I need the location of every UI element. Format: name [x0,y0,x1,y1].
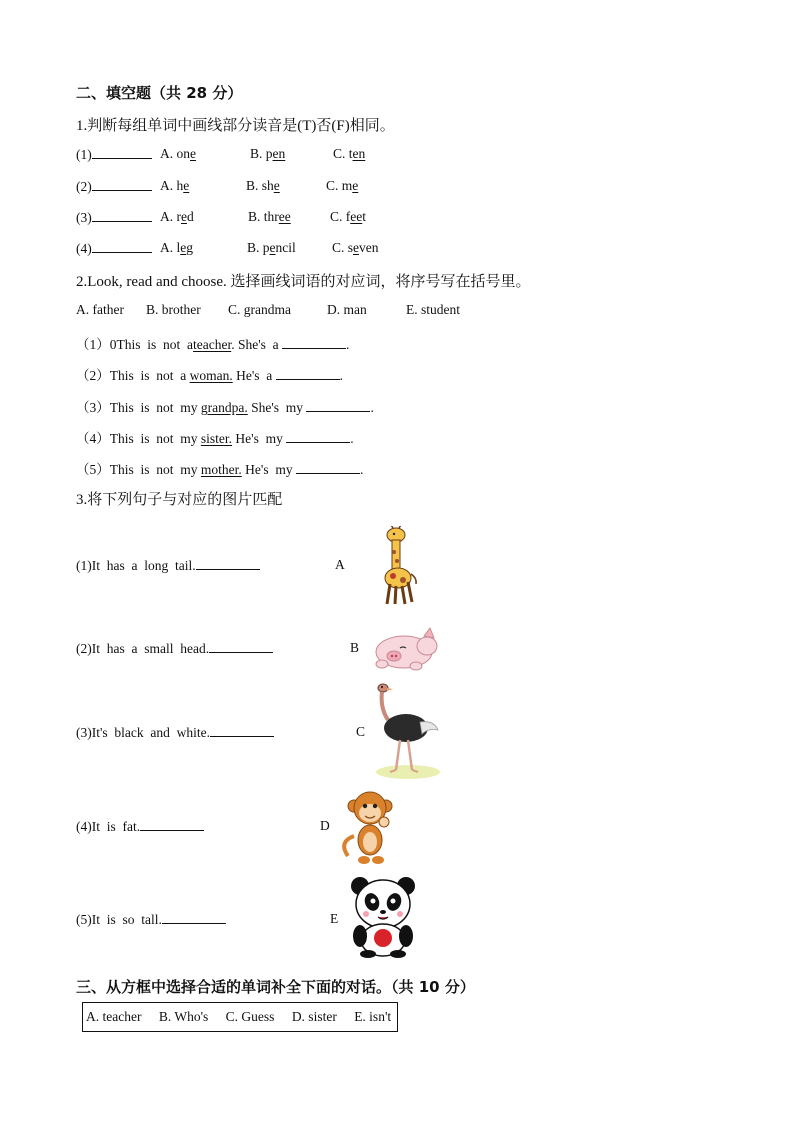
option-b: B. three [248,209,291,224]
word-bank-option: D. sister [291,1009,337,1024]
monkey-image [340,786,398,866]
answer-blank[interactable] [92,240,152,253]
pig-image [372,626,442,672]
option-a: A. one [160,146,196,161]
q1-row-1: (1) [76,146,152,163]
section-2-title: 二、填空题（共 28 分） [76,84,243,102]
q2-prompt: 2.Look, read and choose. 选择画线词语的对应词，将序号写在括号里。 [76,274,531,290]
word-bank-option: B. Who's [158,1009,209,1024]
answer-blank[interactable] [92,209,152,222]
q2-options [76,302,460,318]
answer-blank[interactable] [92,178,152,191]
giraffe-image [378,526,418,606]
q3-row-2: (2)It has a small head. [76,640,273,657]
q2-row-4: （4）This is not my sister. He's my . [76,431,354,446]
option-a: A. leg [160,240,193,255]
option-c: C. me [326,178,359,193]
q1-prompt: 1.判断每组单词中画线部分读音是(T)否(F)相同。 [76,118,395,134]
q2-option: A. father [76,302,124,317]
q3-row-1: (1)It has a long tail. [76,557,260,574]
q1-row-3: (3) [76,209,152,226]
q2-row-1: （1）0This is not ateacher. She's a . [76,337,350,352]
choice-letter: E [330,911,339,926]
q1-row-4: (4) [76,240,152,257]
section-3-title: 三、从方框中选择合适的单词补全下面的对话。（共 10 分） [76,978,475,996]
q3-row-4: (4)It is fat. [76,818,204,835]
q1-row-2: (2) [76,178,152,195]
answer-blank[interactable] [282,336,346,349]
option-c: C. ten [333,146,366,161]
answer-blank[interactable] [276,367,340,380]
choice-letter: A [335,557,345,572]
q2-row-3: （3）This is not my grandpa. She's my . [76,400,374,415]
option-b: B. pencil [247,240,296,255]
answer-blank[interactable] [140,818,204,831]
panda-image [348,874,418,958]
option-c: C. feet [330,209,366,224]
option-a: A. he [160,178,190,193]
ostrich-image [372,682,440,780]
q2-option: D. man [327,302,367,317]
answer-blank[interactable] [196,557,260,570]
q3-row-5: (5)It is so tall. [76,911,226,928]
answer-blank[interactable] [162,911,226,924]
word-bank-option: E. isn't [354,1009,392,1024]
word-bank-box [82,1002,398,1032]
q2-row-2: （2）This is not a woman. He's a . [76,368,344,383]
option-c: C. seven [332,240,379,255]
option-b: B. pen [250,146,286,161]
answer-blank[interactable] [286,430,350,443]
q2-option: C. grandma [228,302,291,317]
choice-letter: C [356,724,366,739]
choice-letter: B [350,640,360,655]
q3-prompt: 3.将下列句子与对应的图片匹配 [76,492,283,508]
q2-row-5: （5）This is not my mother. He's my . [76,462,364,477]
option-a: A. red [160,209,194,224]
word-bank-option: C. Guess [225,1009,275,1024]
answer-blank[interactable] [296,461,360,474]
q2-option: E. student [406,302,460,317]
answer-blank[interactable] [92,146,152,159]
answer-blank[interactable] [209,640,273,653]
answer-blank[interactable] [306,399,370,412]
choice-letter: D [320,818,330,833]
word-bank-option: A. teacher [86,1009,142,1024]
q2-option: B. brother [146,302,201,317]
q3-row-3: (3)It's black and white. [76,724,274,741]
option-b: B. she [246,178,280,193]
answer-blank[interactable] [210,724,274,737]
